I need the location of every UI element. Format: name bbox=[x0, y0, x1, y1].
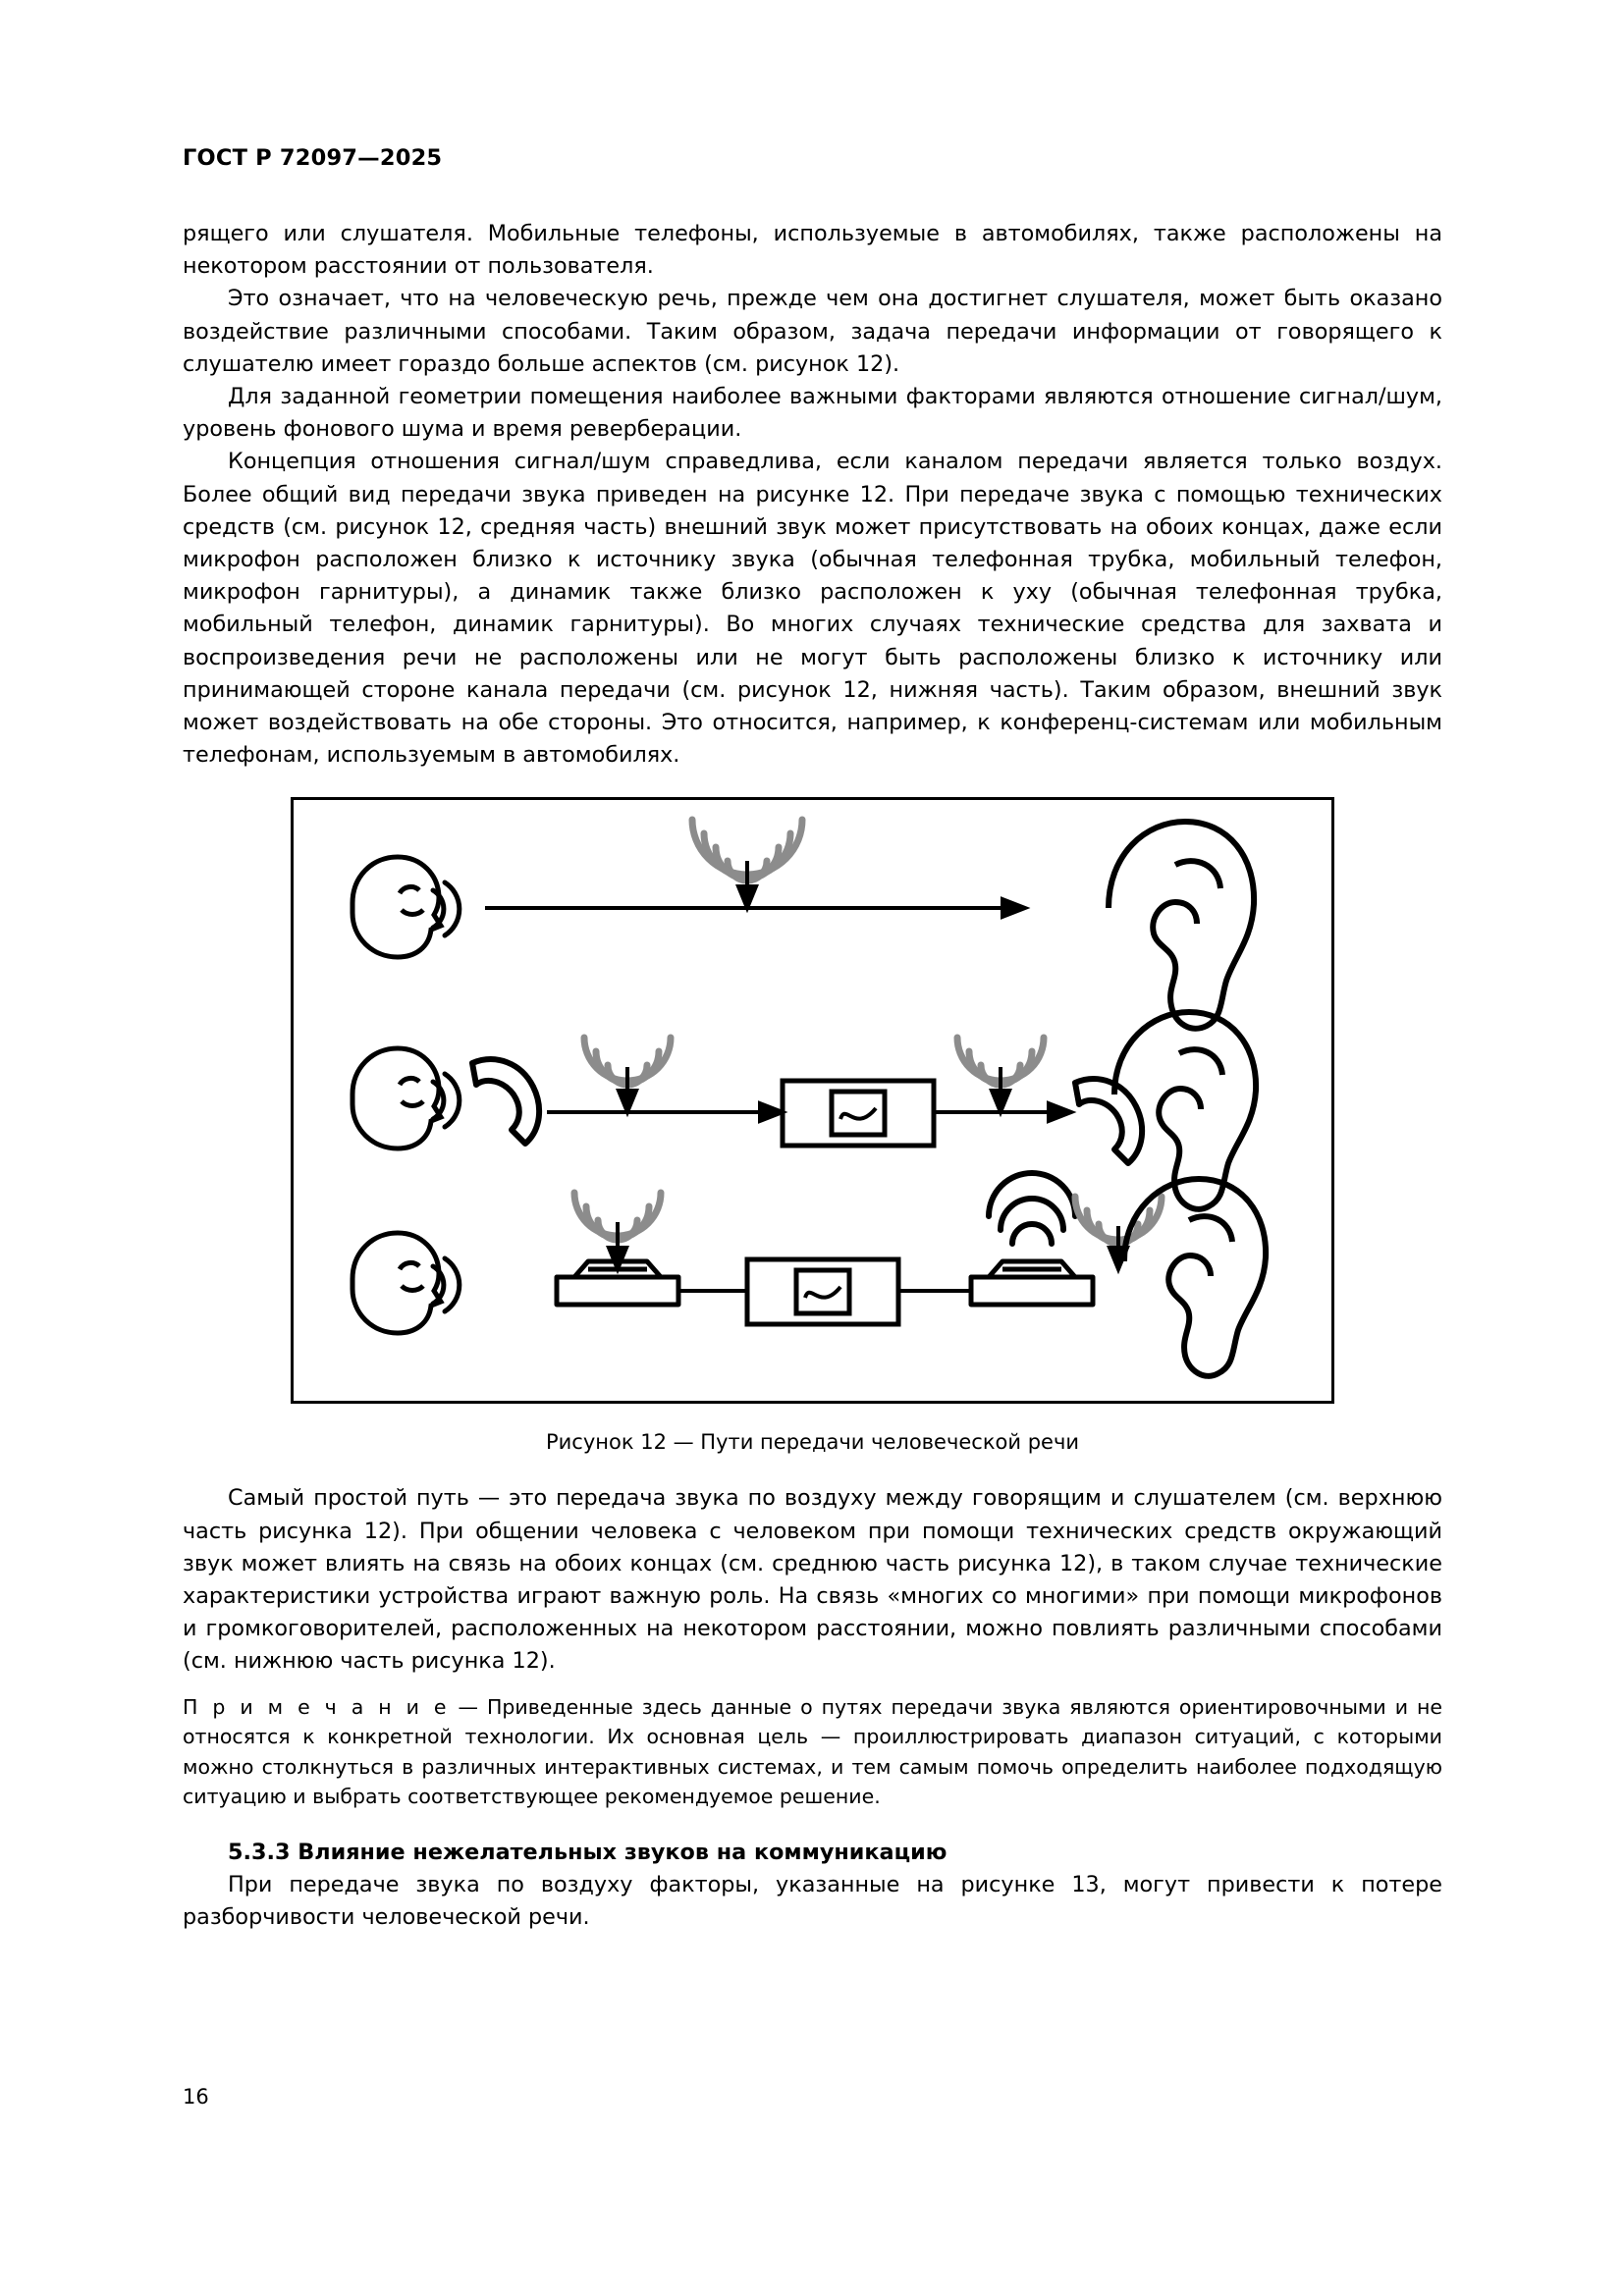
figure-12-graphic bbox=[294, 800, 1331, 1401]
paragraph-6: При передаче звука по воздуху факторы, указанные на рисунке 13, могут привести к потере разборчивости человеческой речи. bbox=[183, 1871, 1442, 1930]
transmission-line-2-left bbox=[547, 1103, 783, 1121]
network-device-box-3 bbox=[747, 1259, 898, 1324]
page-header: ГОСТ Р 72097—2025 bbox=[183, 145, 443, 171]
talker-head-1 bbox=[352, 857, 441, 957]
paragraph-4: Концепция отношения сигнал/шум справедлива, если каналом передачи является только воздух. Более общий вид передачи звука приведен на рисунке 12. При передаче звука с помощью технических средств (см. рисунок 12, средняя часть) внешний звук может присутствовать на обоих концах, даже если микрофон расположен близко к источнику звука (обычная телефонная трубка, мобильный телефон, микрофон гарнитуры), а динамик также близко расположен к уху (обычная телефонная трубка, мобильный телефон, динамик гарнитуры). Во многих случаях технические средства для захвата и воспроизведения речи не расположены или не могут быть расположены близко к источнику или принимающей стороне канала передачи (см. рисунок 12, нижняя часть). Таким образом, внешний звук может воздействовать на обе стороны. Это относится, например, к конференц-системам или мобильным телефонам, используемым в автомобилях. bbox=[183, 449, 1442, 769]
page-content bbox=[183, 218, 1442, 1934]
listener-ear-1 bbox=[1109, 822, 1254, 1029]
network-device-box-2 bbox=[783, 1081, 934, 1146]
note-text: — Приведенные здесь данные о путях передачи звука являются ориентировочными и не относятся к конкретной технологии. Их основная цель — проиллюстрировать диапазон ситуаций, с которыми можно столкнуться в различных интерактивных системах, и тем самым помочь определить наиболее подходящую ситуацию и выбрать соответствующее рекомендуемое решение. bbox=[183, 1694, 1442, 1809]
handset-near-ear bbox=[1075, 1080, 1142, 1164]
note-label: П р и м е ч а н и е bbox=[183, 1694, 450, 1719]
air-path-arrow-1 bbox=[485, 899, 1025, 917]
paragraph-1: рящего или слушателя. Мобильные телефоны, используемые в автомобилях, также расположены на некотором расстоянии от пользователя. bbox=[183, 221, 1442, 280]
handset-near-talker bbox=[472, 1060, 539, 1145]
paragraph-2: Это означает, что на человеческую речь, прежде чем она достигнет слушателя, может быть оказано воздействие различными способами. Таким образом, задача передачи информации от говорящего к слушателю имеет гораздо больше аспектов (см. рисунок 12). bbox=[183, 286, 1442, 377]
note-paragraph bbox=[183, 1692, 1442, 1812]
noise-arrow-1 bbox=[738, 861, 756, 908]
figure-12-caption: Рисунок 12 — Пути передачи человеческой речи bbox=[545, 1430, 1080, 1455]
figure-12 bbox=[291, 797, 1334, 1404]
microphone-device bbox=[557, 1261, 678, 1305]
figure-12-wrapper bbox=[183, 797, 1442, 1404]
page-number: 16 bbox=[183, 2085, 209, 2109]
noise-arrow-2-right bbox=[992, 1067, 1009, 1112]
paragraph-5: Самый простой путь — это передача звука по воздуху между говорящим и слушателем (см. верхнюю часть рисунка 12). При общении человека с человеком при помощи технических средств окружающий звук может влиять на связь на обоих концах (см. среднюю часть рисунка 12), в таком случае технические характеристики устройства играют важную роль. На связь «многих со многими» при помощи микрофонов и громкоговорителей, расположенных на некотором расстоянии, можно повлиять различными способами (см. нижнюю часть рисунка 12). bbox=[183, 1485, 1442, 1675]
loudspeaker-device bbox=[971, 1261, 1093, 1305]
section-heading-5-3-3: 5.3.3 Влияние нежелательных звуков на коммуникацию bbox=[228, 1839, 947, 1865]
loudspeaker-sound-waves bbox=[989, 1173, 1075, 1244]
talker-head-2 bbox=[352, 1048, 441, 1148]
noise-arrow-2-left bbox=[619, 1067, 636, 1112]
talker-head-3 bbox=[352, 1233, 441, 1333]
paragraph-3: Для заданной геометрии помещения наиболее важными факторами являются отношение сигнал/шум, уровень фонового шума и время реверберации. bbox=[183, 384, 1442, 443]
